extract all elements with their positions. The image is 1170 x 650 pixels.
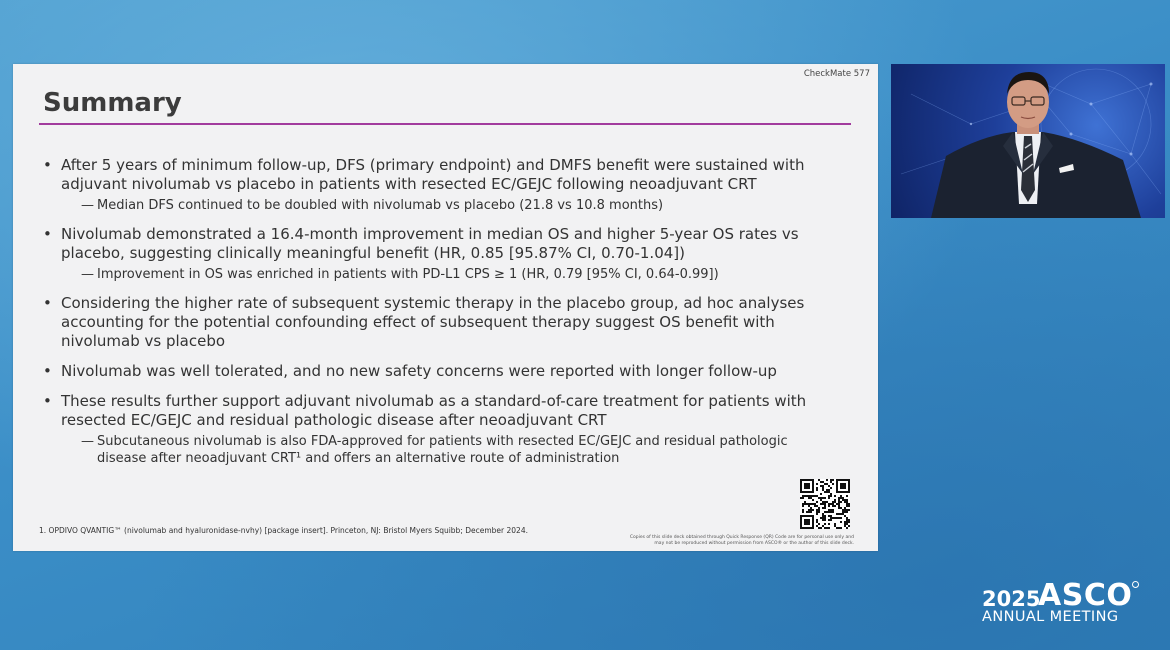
- bullet-text: Nivolumab demonstrated a 16.4-month improvement in median OS and higher 5-year OS rates vs placebo, suggesting clinically meaningful benefit (HR, 0.85 [95.87% CI, 0.70-1.04]): [61, 225, 799, 262]
- registered-mark-icon: [1132, 581, 1139, 588]
- logo-year: 2025: [982, 587, 1041, 611]
- study-label: CheckMate 577: [803, 69, 870, 79]
- summary-bullet: [41, 225, 841, 283]
- copyright-notice: Copies of this slide deck obtained through Quick Response (QR) Code are for personal use only and may not be reproduced without permission from ASCO® or the author of this slide deck.: [629, 535, 854, 546]
- logo-subtitle: ANNUAL MEETING: [982, 609, 1119, 625]
- summary-bullet: [41, 294, 841, 351]
- slide-title: Summary: [43, 88, 182, 118]
- sub-bullet: [61, 197, 841, 214]
- sub-bullet-text: Improvement in OS was enriched in patients with PD-L1 CPS ≥ 1 (HR, 0.79 [95% CI, 0.64-0.99]): [97, 267, 719, 282]
- bullet-text: Nivolumab was well tolerated, and no new safety concerns were reported with longer follow-up: [61, 362, 777, 380]
- bullet-icon: •: [43, 156, 52, 174]
- bullet-text: Considering the higher rate of subsequent systemic therapy in the placebo group, ad hoc analyses accounting for the potential confounding effect of subsequent therapy suggest OS benefit with nivolumab vs placebo: [61, 294, 805, 350]
- bullet-list: [41, 156, 841, 478]
- logo-name: ASCO: [1038, 578, 1133, 613]
- bullet-icon: •: [43, 294, 52, 312]
- dash-icon: —: [81, 434, 94, 449]
- dash-icon: —: [81, 198, 94, 213]
- bullet-icon: •: [43, 225, 52, 243]
- summary-bullet: [41, 362, 841, 381]
- asco-logo: [982, 578, 1152, 630]
- dash-icon: —: [81, 267, 94, 282]
- qr-code-icon: [800, 479, 850, 529]
- sub-bullet-text: Median DFS continued to be doubled with nivolumab vs placebo (21.8 vs 10.8 months): [97, 198, 664, 213]
- footnote: 1. OPDIVO QVANTIG™ (nivolumab and hyaluronidase-nvhy) [package insert]. Princeton, NJ: Bristol Myers Squibb; December 2024.: [39, 526, 528, 535]
- speaker-video: [891, 64, 1165, 218]
- sub-bullet: [61, 266, 841, 283]
- speaker-figure: [891, 64, 1165, 218]
- bullet-icon: •: [43, 392, 52, 410]
- sub-bullet-text: Subcutaneous nivolumab is also FDA-approved for patients with resected EC/GEJC and residual pathologic disease after neoadjuvant CRT¹ and offers an alternative route of administration: [97, 434, 788, 466]
- title-divider: [39, 123, 851, 125]
- presentation-slide: [13, 64, 878, 551]
- bullet-icon: •: [43, 362, 52, 380]
- sub-bullet: [61, 433, 841, 467]
- summary-bullet: [41, 156, 841, 214]
- bullet-text: These results further support adjuvant nivolumab as a standard-of-care treatment for patients with resected EC/GEJC and residual pathologic disease after neoadjuvant CRT: [61, 392, 807, 429]
- bullet-text: After 5 years of minimum follow-up, DFS (primary endpoint) and DMFS benefit were sustained with adjuvant nivolumab vs placebo in patients with resected EC/GEJC following neoadjuvant CRT: [61, 156, 805, 193]
- summary-bullet: [41, 392, 841, 467]
